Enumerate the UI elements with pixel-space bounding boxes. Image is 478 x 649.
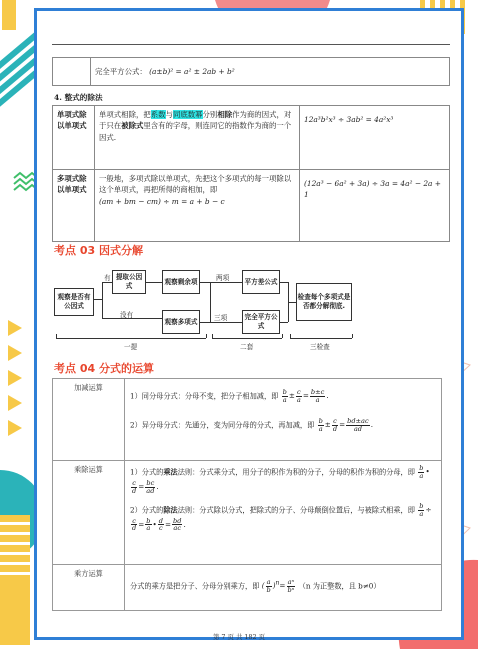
example-formula: 12a³b²x³ ÷ 3ab² = 4a²x³: [300, 106, 450, 170]
row-label: 乘除运算: [53, 461, 125, 565]
flow-box-perfect-square: 完全平方公式: [242, 310, 280, 334]
row-description: 一般地，多项式除以单项式，先把这个多项式的每一项除以这个单项式，再把所得的商相加，即 (am + bm − cm) ÷ m = a + b − c: [95, 170, 300, 242]
table-row: [53, 170, 450, 242]
formula-division: $\frac{b}{a}$ ÷ $\frac{c}{d}$ = $\frac{b}{a}$ • $\frac{d}{c}$ = $\frac{bd}{ac}$ .: [132, 501, 432, 533]
flow-box-observe-rest: 观察剩余项: [162, 270, 200, 294]
flow-step-3: 三检查: [310, 343, 330, 351]
formula-multiplication: $\frac{b}{a}$ • $\frac{c}{d}$ = $\frac{bc}{ad}$ .: [132, 464, 430, 495]
table-row: [53, 565, 442, 611]
section-title: 4. 整式的除法: [54, 93, 103, 102]
row-description: 单项式相除，把系数与同底数幂分别相除作为商的因式，对于只在被除式里含有的字母，则连同它的指数作为商的一个因式.: [95, 106, 300, 170]
flow-box-observe-poly: 观察多项式: [162, 310, 200, 334]
highlight-same-base-power: 同底数幂: [172, 110, 203, 119]
flow-box-check: 检查每个多项式是否都分解彻底.: [296, 283, 352, 321]
flow-label-no: 没有: [120, 311, 134, 319]
table-row: [53, 379, 442, 461]
example-formula: (12a³ − 6a² + 3a) ÷ 3a = 4a² − 2a + 1: [300, 170, 450, 242]
flow-step-1: 一提: [124, 343, 138, 351]
perfect-square-label: 完全平方公式：: [95, 66, 147, 76]
heading-fraction-operations: 考点 04 分式的运算: [54, 362, 154, 375]
row-label: 多项式除以单项式: [53, 170, 95, 242]
flow-step-2: 二套: [240, 343, 254, 351]
perfect-square-formula: (a±b)² = a² ± 2ab + b²: [149, 66, 235, 76]
table-row: [53, 58, 450, 86]
perfect-square-table: [52, 57, 450, 86]
fraction-operations-table: [52, 378, 442, 611]
flow-label-three-terms: 三项: [214, 314, 228, 322]
flow-label-two-terms: 两项: [216, 274, 230, 282]
top-rule: [52, 44, 450, 45]
heading-factorization: 考点 03 因式分解: [54, 244, 143, 257]
row-description: 1）分式的乘法法则：分式乘分式，用分子的积作为积的分子，分母的积作为积的分母，即 $\frac{b}{a}$ • $\frac{c}{d}$ = $\frac{bc}{ad}$ . 2）分式的除法法则：分式除以分式，把除式的分子、分母颠倒位置后，与被除式相乘，即 $\frac{b}{a}$ ÷ $\frac{c}{d}$ = $\frac{b}{a}$ • $\frac{d}{c}$ = $\frac{bd}{ac}$ .: [125, 461, 442, 565]
flow-box-extract: 提取公因式: [112, 270, 146, 294]
formula-power: ( $\frac{a}{b}$ )$^n$= $\frac{\text{aⁿ}}{\text{bⁿ}}$: [261, 578, 295, 594]
formula-same-denominator: $\frac{b}{a}$ ± $\frac{c}{a}$ = $\frac{b\pm c}{a}$ .: [282, 388, 329, 404]
highlight-coefficient: 系数: [150, 110, 166, 119]
division-table: [52, 105, 450, 242]
row-label: 乘方运算: [53, 565, 125, 611]
flow-box-start: 观察是否有公因式: [54, 288, 94, 316]
table-row: [53, 106, 450, 170]
formula-different-denominator: $\frac{b}{a}$ ± $\frac{c}{d}$ = $\frac{bd\pm ac}{ad}$ .: [318, 416, 373, 433]
flow-label-yes: 有: [104, 274, 111, 282]
row-description: 1）同分母分式：分母不变，把分子相加减，即 $\frac{b}{a}$ ± $\frac{c}{a}$ = $\frac{b\pm c}{a}$ . 2）异分母分式：先通分，变为同分母的分式，再加减，即 $\frac{b}{a}$ ± $\frac{c}{d}$ = $\frac{bd\pm ac}{ad}$ .: [125, 379, 442, 461]
row-label: 单项式除以单项式: [53, 106, 95, 170]
row-description: 分式的乘方是把分子、分母分别乘方，即 ( $\frac{a}{b}$ )$^n$= $\frac{\text{aⁿ}}{\text{bⁿ}}$ （n 为正整数，且 b≠0）: [125, 565, 442, 611]
table-row: [53, 461, 442, 565]
page-footer: 第 7 页 共 182 页: [213, 633, 265, 641]
row-label: 加减运算: [53, 379, 125, 461]
division-formula: (am + bm − cm) ÷ m = a + b − c: [99, 196, 225, 206]
flow-box-diff-squares: 平方差公式: [242, 270, 280, 294]
